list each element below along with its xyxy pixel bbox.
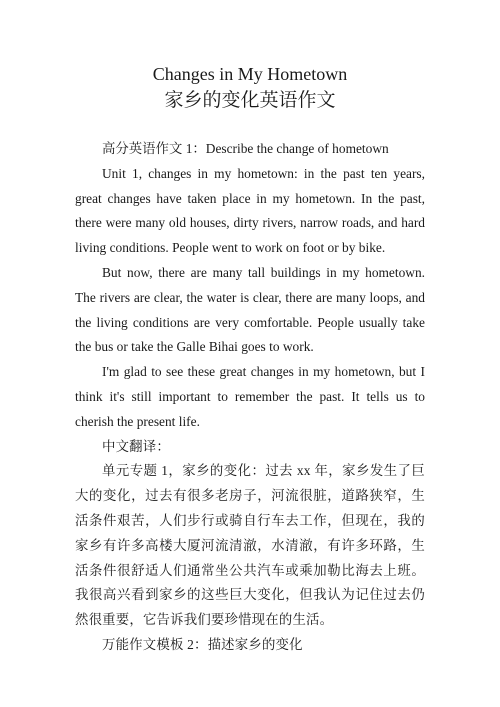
- essay-paragraph-2: But now, there are many tall buildings in my hometown. The rivers are clear, the water is clear, there are many loops, and the living conditions are very comfortable. People usually take the bus or take the Galle Bihai goes to work.: [75, 264, 425, 355]
- essay-paragraph-1: Unit 1, changes in my hometown: in the past ten years, great changes have taken place in my hometown. In the past, there were many old houses, dirty rivers, narrow roads, and hard living conditions. People went to work on foot or by bike.: [75, 165, 425, 256]
- essay-heading-1: 高分英语作文 1：Describe the change of hometown: [102, 141, 389, 156]
- document-body: [75, 137, 425, 658]
- translation-paragraph: 单元专题 1，家乡的变化：过去 xx 年，家乡发生了巨大的变化，过去有很多老房子，河流很脏，道路狭窄，生活条件艰苦，人们步行或骑自行车去工作，但现在，我的家乡有许多高楼大厦河流清澈，水清澈，有许多环路，生活条件很舒适人们通常坐公共汽车或乘加勒比海去上班。我很高兴看到家乡的这些巨大变化，但我认为记住过去仍然很重要，它告诉我们要珍惜现在的生活。: [75, 463, 425, 628]
- translation-heading: 中文翻译：: [102, 438, 170, 454]
- essay-paragraph-3: I'm glad to see these great changes in my hometown, but I think it's still important to remember the past. It tells us to cherish the present life.: [75, 364, 425, 429]
- document-title-english: Changes in My Hometown: [152, 64, 348, 84]
- document-title-chinese: 家乡的变化英语作文: [164, 90, 336, 111]
- essay-heading-2: 万能作文模板 2：描述家乡的变化: [102, 636, 303, 652]
